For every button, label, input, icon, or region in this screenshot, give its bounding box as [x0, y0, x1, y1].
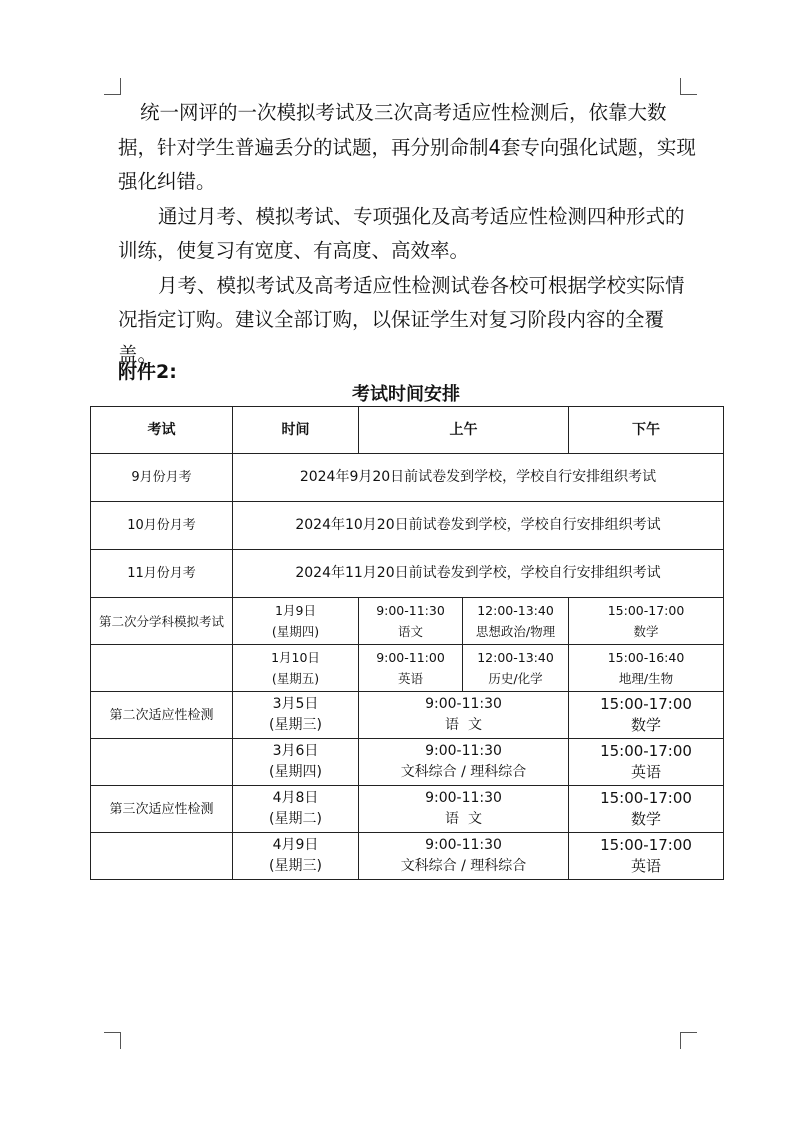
header-pm: 下午: [569, 407, 724, 454]
exam-note: 2024年11月20日前试卷发到学校，学校自行安排组织考试: [233, 550, 724, 598]
exam-name: 第二次适应性检测: [91, 692, 233, 739]
am-session-1: 9:00-11:30 语文: [359, 598, 463, 645]
table-row: [91, 786, 724, 833]
am-session-2: 12:00-13:40 思想政治/物理: [463, 598, 569, 645]
am-session-1: 9:00-11:00 英语: [359, 645, 463, 692]
header-time: 时间: [233, 407, 359, 454]
exam-name-empty: [91, 739, 233, 786]
pm-session: 15:00-17:00 英语: [569, 833, 724, 880]
table-row: [91, 598, 724, 645]
pm-session: 15:00-17:00 英语: [569, 739, 724, 786]
paragraph: 通过月考、模拟考试、专项强化及高考适应性检测四种形式的训练，使复习有宽度、有高度、高效率。: [118, 204, 685, 262]
page-corner-mark: [104, 78, 121, 95]
am-session: 9:00-11:30 语 文: [359, 692, 569, 739]
exam-date: 3月5日 (星期三): [233, 692, 359, 739]
table-row: [91, 454, 724, 502]
header-exam: 考试: [91, 407, 233, 454]
intro-text: [118, 96, 698, 372]
table-row: [91, 502, 724, 550]
table-row: [91, 550, 724, 598]
paragraph: 月考、模拟考试及高考适应性检测试卷各校可根据学校实际情况指定订购。建议全部订购，以保证学生对复习阶段内容的全覆盖。: [118, 273, 685, 366]
table-row: [91, 833, 724, 880]
page-corner-mark: [104, 1032, 121, 1049]
exam-note: 2024年9月20日前试卷发到学校，学校自行安排组织考试: [233, 454, 724, 502]
exam-name-empty: [91, 833, 233, 880]
table-header-row: [91, 407, 724, 454]
attachment-label: 附件2:: [118, 361, 177, 383]
am-session: 9:00-11:30 语 文: [359, 786, 569, 833]
table-row: [91, 739, 724, 786]
table-title: 考试时间安排: [352, 384, 460, 405]
page-corner-mark: [680, 1032, 697, 1049]
table-row: [91, 645, 724, 692]
exam-name: 11月份月考: [91, 550, 233, 598]
exam-name-empty: [91, 645, 233, 692]
pm-session: 15:00-17:00 数学: [569, 786, 724, 833]
page-corner-mark: [680, 78, 697, 95]
am-session: 9:00-11:30 文科综合 / 理科综合: [359, 833, 569, 880]
exam-name: 第三次适应性检测: [91, 786, 233, 833]
table-row: [91, 692, 724, 739]
schedule-table: [90, 406, 724, 880]
pm-session: 15:00-17:00 数学: [569, 692, 724, 739]
exam-date: 1月10日 (星期五): [233, 645, 359, 692]
pm-session: 15:00-16:40 地理/生物: [569, 645, 724, 692]
exam-name: 9月份月考: [91, 454, 233, 502]
header-am: 上午: [359, 407, 569, 454]
exam-name: 10月份月考: [91, 502, 233, 550]
exam-note: 2024年10月20日前试卷发到学校，学校自行安排组织考试: [233, 502, 724, 550]
exam-date: 3月6日 (星期四): [233, 739, 359, 786]
am-session: 9:00-11:30 文科综合 / 理科综合: [359, 739, 569, 786]
exam-date: 4月8日 (星期二): [233, 786, 359, 833]
pm-session: 15:00-17:00 数学: [569, 598, 724, 645]
exam-date: 4月9日 (星期三): [233, 833, 359, 880]
am-session-2: 12:00-13:40 历史/化学: [463, 645, 569, 692]
paragraph: 统一网评的一次模拟考试及三次高考适应性检测后，依靠大数据，针对学生普遍丢分的试题，再分别命制4套专向强化试题，实现强化纠错。: [118, 101, 696, 193]
exam-name: 第二次分学科模拟考试: [91, 598, 233, 645]
exam-date: 1月9日 (星期四): [233, 598, 359, 645]
